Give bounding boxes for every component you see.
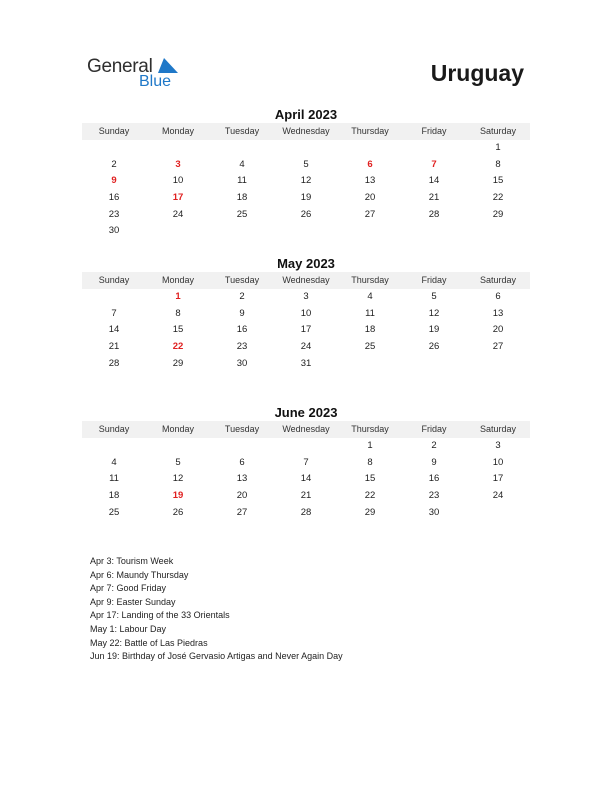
day-cell: 8 [495, 158, 501, 170]
day-cell: 1 [495, 142, 501, 153]
day-cell: 30 [428, 506, 440, 518]
empty-day-cell [210, 140, 274, 157]
weekday-header: Sunday [82, 272, 146, 289]
day-cell: 23 [236, 341, 248, 353]
empty-day-cell [210, 438, 274, 455]
day-cell: 5 [431, 291, 437, 302]
weekday-header: Monday [146, 123, 210, 140]
day-cell: 27 [492, 341, 504, 353]
day-cell: 25 [108, 506, 120, 518]
day-cell: 16 [428, 473, 440, 485]
day-cell: 5 [175, 456, 181, 468]
holiday-day-cell: 19 [172, 490, 184, 502]
weekday-header: Sunday [82, 421, 146, 438]
month-title: April 2023 [274, 107, 338, 122]
weekday-header: Tuesday [210, 272, 274, 289]
day-cell: 9 [239, 307, 245, 319]
day-cell: 10 [300, 307, 312, 319]
empty-day-cell [338, 140, 402, 157]
empty-day-cell [210, 223, 274, 240]
day-cell: 11 [365, 307, 375, 319]
empty-day-cell [402, 223, 466, 240]
day-cell: 26 [172, 506, 184, 518]
holiday-note: May 22: Battle of Las Piedras [90, 637, 208, 648]
day-cell: 23 [428, 490, 440, 502]
weekday-header: Friday [402, 272, 466, 289]
month-april [82, 107, 530, 240]
day-cell: 26 [300, 208, 312, 220]
holiday-day-cell: 22 [172, 341, 184, 353]
holiday-notes [90, 555, 350, 664]
day-cell: 14 [300, 473, 312, 485]
day-cell: 8 [175, 307, 181, 319]
generalblue-logo [87, 56, 187, 92]
empty-day-cell [82, 289, 146, 306]
day-cell: 4 [239, 158, 245, 170]
empty-day-cell [146, 140, 210, 157]
weekday-header: Thursday [338, 272, 402, 289]
day-cell: 29 [492, 208, 504, 220]
holiday-note: Apr 9: Easter Sunday [90, 596, 176, 607]
day-cell: 24 [172, 208, 184, 220]
month-title: May 2023 [277, 256, 335, 271]
holiday-day-cell: 17 [172, 192, 184, 204]
day-cell: 21 [428, 192, 440, 204]
holiday-note: Apr 6: Maundy Thursday [90, 569, 189, 580]
day-cell: 6 [239, 456, 245, 468]
day-cell: 22 [364, 490, 376, 502]
day-cell: 8 [367, 456, 373, 468]
empty-day-cell [146, 223, 210, 240]
day-cell: 31 [300, 357, 312, 369]
empty-day-cell [338, 356, 402, 373]
day-cell: 13 [236, 473, 248, 485]
holiday-note: Apr 7: Good Friday [90, 583, 167, 594]
day-cell: 19 [300, 192, 312, 204]
day-cell: 12 [428, 307, 440, 319]
day-cell: 20 [236, 490, 248, 502]
month-grid [82, 123, 530, 240]
empty-day-cell [274, 223, 338, 240]
day-cell: 28 [108, 357, 120, 369]
day-cell: 20 [492, 324, 504, 336]
weekday-header: Saturday [466, 272, 530, 289]
logo-blue-text: Blue [139, 73, 172, 90]
day-cell: 9 [431, 456, 437, 468]
holiday-note: Jun 19: Birthday of José Gervasio Artigas and Never Again Day [90, 651, 343, 662]
day-cell: 24 [492, 490, 504, 502]
day-cell: 1 [367, 440, 373, 451]
weekday-header: Wednesday [274, 272, 338, 289]
day-cell: 7 [111, 307, 117, 319]
empty-day-cell [466, 505, 530, 522]
month-title: June 2023 [274, 405, 338, 420]
empty-day-cell [402, 356, 466, 373]
empty-day-cell [338, 223, 402, 240]
day-cell: 12 [300, 175, 312, 187]
empty-day-cell [82, 438, 146, 455]
day-cell: 3 [303, 291, 309, 302]
holiday-note: Apr 3: Tourism Week [90, 556, 174, 566]
day-cell: 4 [367, 291, 373, 302]
day-cell: 17 [492, 473, 504, 485]
day-cell: 25 [364, 341, 376, 353]
day-cell: 13 [492, 307, 504, 319]
day-cell: 14 [428, 175, 440, 187]
holiday-day-cell: 6 [367, 158, 373, 170]
weekday-header: Friday [402, 421, 466, 438]
day-cell: 18 [108, 490, 120, 502]
day-cell: 23 [108, 208, 120, 220]
month-june [82, 405, 530, 521]
weekday-header: Thursday [338, 123, 402, 140]
day-cell: 18 [236, 192, 248, 204]
empty-day-cell [82, 140, 146, 157]
logo-general-text: General [87, 56, 153, 77]
empty-day-cell [274, 438, 338, 455]
day-cell: 22 [492, 192, 504, 204]
day-cell: 2 [111, 158, 117, 170]
weekday-header: Wednesday [274, 123, 338, 140]
holiday-note: Apr 17: Landing of the 33 Orientals [90, 610, 230, 621]
day-cell: 25 [236, 208, 248, 220]
day-cell: 16 [236, 324, 248, 336]
day-cell: 16 [108, 192, 120, 204]
day-cell: 17 [300, 324, 312, 336]
holiday-day-cell: 9 [111, 175, 117, 187]
empty-day-cell [466, 356, 530, 373]
day-cell: 14 [108, 324, 120, 336]
country-title: Uruguay [430, 60, 524, 86]
day-cell: 30 [108, 225, 120, 237]
day-cell: 20 [364, 192, 376, 204]
weekday-header: Sunday [82, 123, 146, 140]
day-cell: 12 [172, 473, 184, 485]
weekday-header: Tuesday [210, 421, 274, 438]
day-cell: 27 [364, 208, 376, 220]
day-cell: 29 [172, 357, 184, 369]
empty-day-cell [274, 140, 338, 157]
empty-day-cell [466, 223, 530, 240]
day-cell: 15 [172, 324, 184, 336]
weekday-header: Monday [146, 272, 210, 289]
empty-day-cell [402, 140, 466, 157]
day-cell: 27 [236, 506, 248, 518]
day-cell: 30 [236, 357, 248, 369]
day-cell: 18 [364, 324, 376, 336]
weekday-header: Monday [146, 421, 210, 438]
day-cell: 11 [109, 473, 119, 485]
day-cell: 26 [428, 341, 440, 353]
day-cell: 13 [364, 175, 376, 187]
weekday-header: Saturday [466, 123, 530, 140]
day-cell: 11 [237, 175, 247, 187]
weekday-header: Wednesday [274, 421, 338, 438]
day-cell: 5 [303, 158, 309, 170]
weekday-header: Saturday [466, 421, 530, 438]
day-cell: 24 [300, 341, 312, 353]
day-cell: 3 [495, 440, 501, 451]
month-grid [82, 272, 530, 372]
day-cell: 6 [495, 291, 501, 302]
day-cell: 29 [364, 506, 376, 518]
day-cell: 2 [239, 291, 245, 302]
day-cell: 28 [300, 506, 312, 518]
day-cell: 7 [303, 456, 309, 468]
day-cell: 4 [111, 456, 117, 468]
day-cell: 2 [431, 440, 437, 451]
day-cell: 10 [492, 456, 504, 468]
weekday-header: Friday [402, 123, 466, 140]
empty-day-cell [146, 438, 210, 455]
month-grid [82, 421, 530, 521]
holiday-day-cell: 3 [175, 158, 181, 170]
weekday-header: Tuesday [210, 123, 274, 140]
day-cell: 10 [172, 175, 184, 187]
day-cell: 28 [428, 208, 440, 220]
day-cell: 19 [428, 324, 440, 336]
holiday-day-cell: 1 [175, 291, 181, 302]
holiday-day-cell: 7 [431, 158, 437, 170]
weekday-header: Thursday [338, 421, 402, 438]
day-cell: 21 [108, 341, 120, 353]
month-may [82, 256, 530, 372]
day-cell: 15 [364, 473, 376, 485]
logo-triangle-icon [140, 58, 178, 74]
holiday-note: May 1: Labour Day [90, 623, 167, 634]
day-cell: 21 [300, 490, 312, 502]
day-cell: 15 [492, 175, 504, 187]
